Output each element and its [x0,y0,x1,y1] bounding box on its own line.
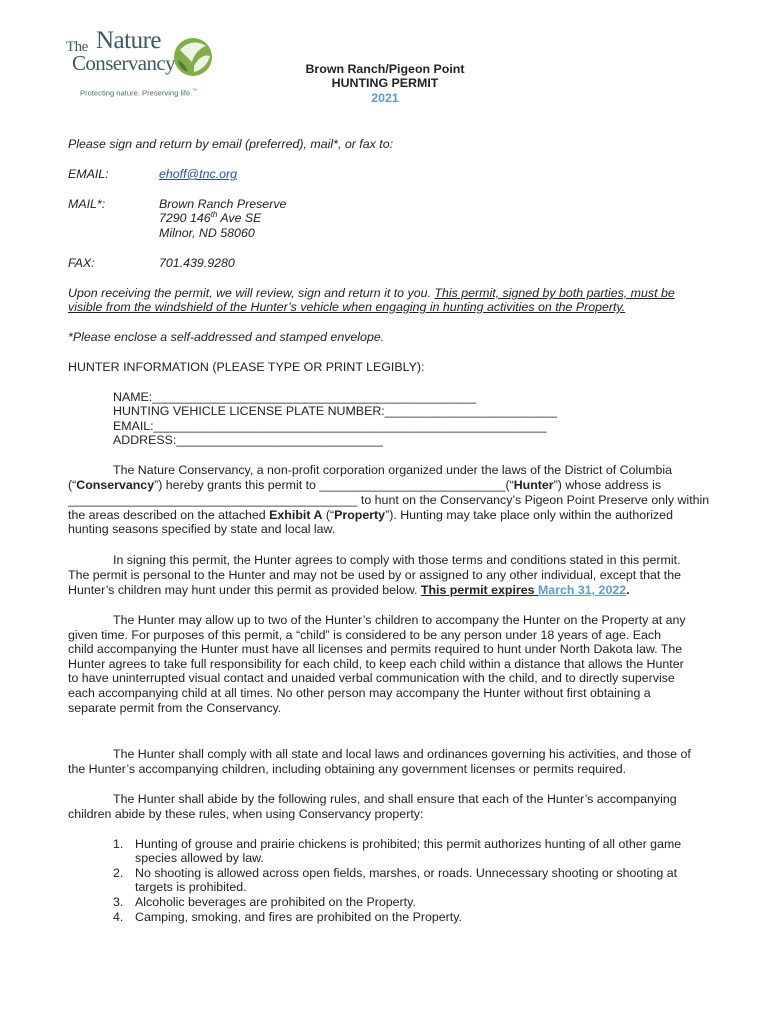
permit-year: 2021 [371,90,399,105]
grantee-blank[interactable]: ___________________________ [319,478,506,492]
para3-line-6: each accompanying child at all times. No other person may accompany the Hunter without first obtaining a [68,686,651,700]
rule-text: Hunting of grouse and prairie chickens is prohibited; this permit authorizes hunting of all other game [135,837,682,851]
logo-word-the: The [66,39,88,55]
upon-line-1: Upon receiving the permit, we will review, sign and return it to you. This permit, signed by both parties, must be [68,286,675,300]
para1-line-4: the areas described on the attached Exhibit A (“Property”). Hunting may take place only within the authorized [68,508,673,522]
para3-line-1: The Hunter may allow up to two of the Hunter’s children to accompany the Hunter on the Property at any [113,613,686,627]
para5-line-2: children abide by these rules, when using Conservancy property: [68,807,424,821]
para4-line-1: The Hunter shall comply with all state and local laws and ordinances governing his activities, and those of [113,747,691,761]
upon-line-2: visible from the windshield of the Hunter’s vehicle when engaging in hunting activities on the Property. [68,300,626,314]
mail-line-3: Milnor, ND 58060 [159,226,255,240]
logo-tagline: Protecting nature. Preserving life.™ [80,88,198,98]
rule-text: No shooting is allowed across open fields, marshes, or roads. Unnecessary shooting or shooting at [135,866,678,880]
hunter-email-field[interactable]: EMAIL:_________________________________________________________ [113,419,547,433]
email-label: EMAIL: [68,167,109,181]
rule-text-cont: species allowed by law. [135,851,264,865]
para2-line-2: The permit is personal to the Hunter and may not be used by or assigned to any other individual, except that the [68,568,682,582]
email-link[interactable]: ehoff@tnc.org [159,167,238,181]
para1-line-3: __________________________________________ to hunt on the Conservancy’s Pigeon Point Preserve only within [68,493,710,507]
rule-text: Camping, smoking, and fires are prohibited on the Property. [135,910,462,924]
hunter-info-heading: HUNTER INFORMATION (PLEASE TYPE OR PRINT LEGIBLY): [68,360,425,374]
logo-word-nature: Nature [96,27,162,54]
permit-header [0,62,770,105]
para3-line-3: child accompanying the Hunter must have all licenses and permits required to hunt under North Dakota law. The [68,642,683,656]
logo-word-conservancy: Conservancy [72,51,176,75]
mail-label: MAIL*: [68,197,106,211]
permit-subtitle: HUNTING PERMIT [331,76,439,91]
address-blank[interactable]: __________________________________________ [68,493,358,507]
para1-line-1: The Nature Conservancy, a non-profit corporation organized under the laws of the District of Columbia [113,463,673,477]
rule-text: Alcoholic beverages are prohibited on the Property. [135,895,416,909]
rule-number: 2. [113,866,124,880]
expiration-date: March 31, 2022 [537,583,627,597]
para3-line-7: separate permit from the Conservancy. [68,701,282,715]
permit-title: Brown Ranch/Pigeon Point [305,62,465,76]
para2-line-1: In signing this permit, the Hunter agrees to comply with those terms and conditions stated in this permit. [113,553,681,567]
hunter-plate-field[interactable]: HUNTING VEHICLE LICENSE PLATE NUMBER:_________________________ [113,404,558,418]
rule-text-cont: targets is prohibited. [135,880,247,894]
rule-number: 4. [113,910,124,924]
enclose-note: *Please enclose a self-addressed and stamped envelope. [68,330,385,344]
para3-line-5: to have uninterrupted visual contact and unaided verbal communication with the child, and to directly supervise [68,671,675,685]
para3-line-4: Hunter agrees to take full responsibility for each child, to keep each child within a distance that allows the Hunter [68,657,684,671]
mail-line-2: 7290 146th Ave SE [159,209,262,225]
para1-line-2: (“Conservancy”) hereby grants this permit to ___________________________(“Hunter”) whose address is [68,478,662,492]
intro-text: Please sign and return by email (preferred), mail*, or fax to: [68,137,394,151]
hunter-address-field[interactable]: ADDRESS:______________________________ [113,433,384,447]
para2-line-3: Hunter’s children may hunt under this permit as provided below. This permit expires March 31, 2022. [68,583,630,597]
mail-line-1: Brown Ranch Preserve [159,197,287,211]
hunter-name-field[interactable]: NAME:_______________________________________________ [113,390,477,404]
fax-value: 701.439.9280 [159,256,235,270]
para1-line-5: hunting seasons specified by state and local law. [68,522,336,536]
rule-number: 3. [113,895,124,909]
fax-label: FAX: [68,256,95,270]
para3-line-2: given time. For purposes of this permit, a “child” is considered to be any person under 18 years of age. Each [68,628,661,642]
para5-line-1: The Hunter shall abide by the following rules, and shall ensure that each of the Hunter’s accompanying [113,792,677,806]
para4-line-2: the Hunter’s accompanying children, including obtaining any government licenses or permits required. [68,762,627,776]
rule-number: 1. [113,837,124,851]
